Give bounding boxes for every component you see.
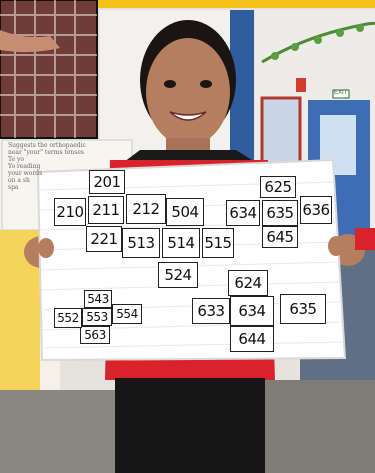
poster-line: Yo reading bbox=[8, 163, 41, 170]
number-center: 211 bbox=[88, 196, 124, 224]
poster-line: your words bbox=[8, 170, 43, 177]
number-right: 635 bbox=[280, 294, 326, 324]
number-right: 554 bbox=[112, 304, 142, 324]
number-left: 210 bbox=[54, 198, 86, 226]
number-top: 543 bbox=[84, 290, 112, 308]
poster-line: near "your" terms tenses bbox=[8, 149, 84, 156]
number-bottom: 563 bbox=[80, 326, 110, 344]
number-center: 514 bbox=[162, 228, 200, 258]
number-top: 625 bbox=[260, 176, 296, 198]
number-top: 624 bbox=[228, 270, 268, 296]
number-right: 212 bbox=[126, 194, 166, 224]
poster-line: spa bbox=[8, 184, 19, 191]
number-top: 201 bbox=[89, 170, 125, 194]
number-bottom: 645 bbox=[262, 226, 298, 248]
number-center: 634 bbox=[230, 296, 274, 326]
number-bottom: 221 bbox=[86, 226, 122, 252]
number-center: 635 bbox=[262, 200, 298, 226]
number-right: 515 bbox=[202, 228, 234, 258]
poster-line: on a sh bbox=[8, 177, 30, 184]
poster-line: Suggests the orthopaedic bbox=[8, 142, 86, 149]
number-right: 636 bbox=[300, 196, 332, 224]
number-left: 634 bbox=[226, 200, 260, 226]
number-bottom: 524 bbox=[158, 262, 198, 288]
face bbox=[146, 38, 230, 146]
yellow-border bbox=[95, 0, 375, 8]
poster-line: Te yo bbox=[8, 156, 24, 163]
number-center: 553 bbox=[82, 308, 112, 326]
number-left: 552 bbox=[54, 308, 82, 328]
exit-sign: EXIT bbox=[334, 90, 348, 96]
number-bottom: 644 bbox=[230, 326, 274, 352]
number-left: 633 bbox=[192, 298, 230, 324]
number-left: 513 bbox=[122, 228, 160, 258]
number-top: 504 bbox=[166, 198, 204, 226]
